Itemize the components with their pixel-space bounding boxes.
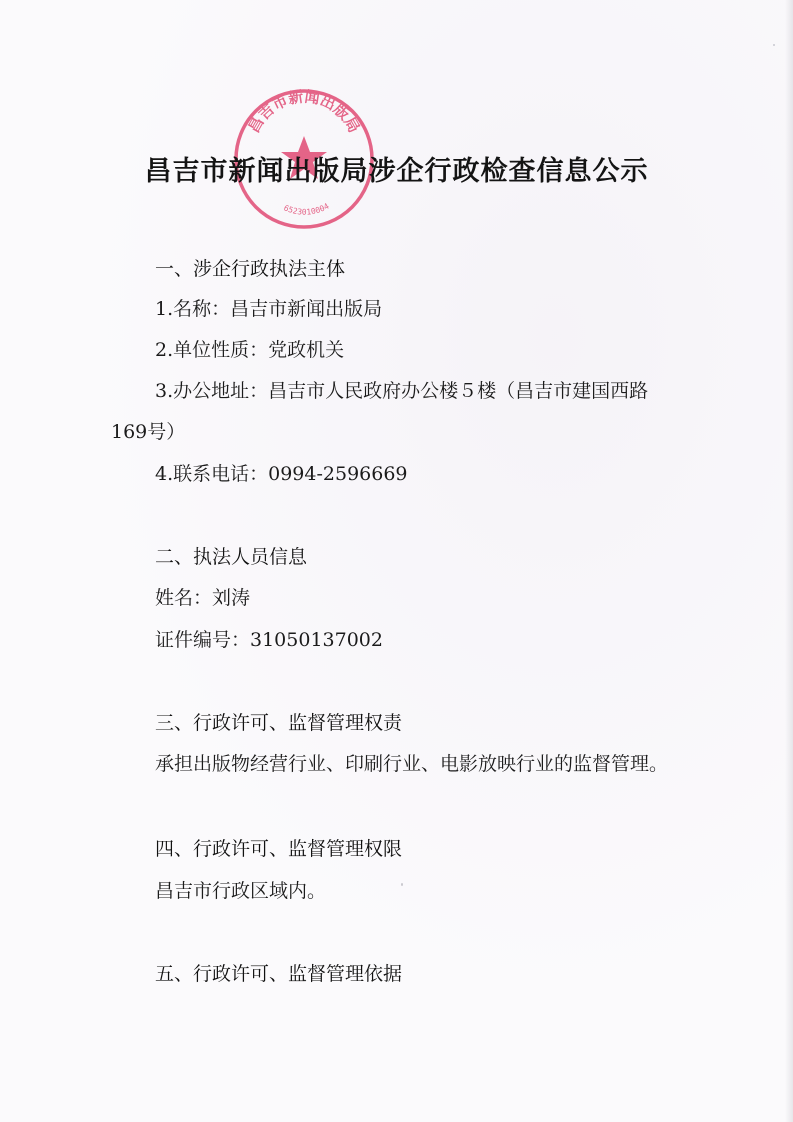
item-unit-type: 2.单位性质：党政机关 <box>155 339 345 361</box>
document-title: 昌吉市新闻出版局涉企行政检查信息公示 <box>144 156 649 187</box>
section-heading-responsibilities: 三、行政许可、监督管理权责 <box>155 712 403 734</box>
seal-text: 昌吉市新闻出版局 <box>244 87 364 136</box>
section-heading-enforcement-subject: 一、涉企行政执法主体 <box>155 258 346 280</box>
item-address: 3.办公地址：昌吉市人民政府办公楼５楼（昌吉市建国西路 <box>155 380 649 402</box>
item-address-cont: 169号） <box>111 421 186 443</box>
item-responsibilities: 承担出版物经营行业、印刷行业、电影放映行业的监督管理。 <box>155 753 669 775</box>
item-jurisdiction: 昌吉市行政区域内。 <box>155 880 327 902</box>
section-heading-authority: 四、行政许可、监督管理权限 <box>155 838 403 860</box>
section-heading-personnel: 二、执法人员信息 <box>155 546 308 568</box>
item-person-name: 姓名：刘涛 <box>155 587 251 609</box>
scan-speck <box>401 883 403 886</box>
item-certificate-number: 证件编号：31050137002 <box>155 629 383 651</box>
item-name: 1.名称：昌吉市新闻出版局 <box>155 298 383 320</box>
seal-number: 6523010004 <box>282 201 331 217</box>
scan-speck <box>773 44 775 46</box>
item-phone: 4.联系电话：0994-2596669 <box>155 463 408 485</box>
section-heading-legal-basis: 五、行政许可、监督管理依据 <box>155 963 403 985</box>
